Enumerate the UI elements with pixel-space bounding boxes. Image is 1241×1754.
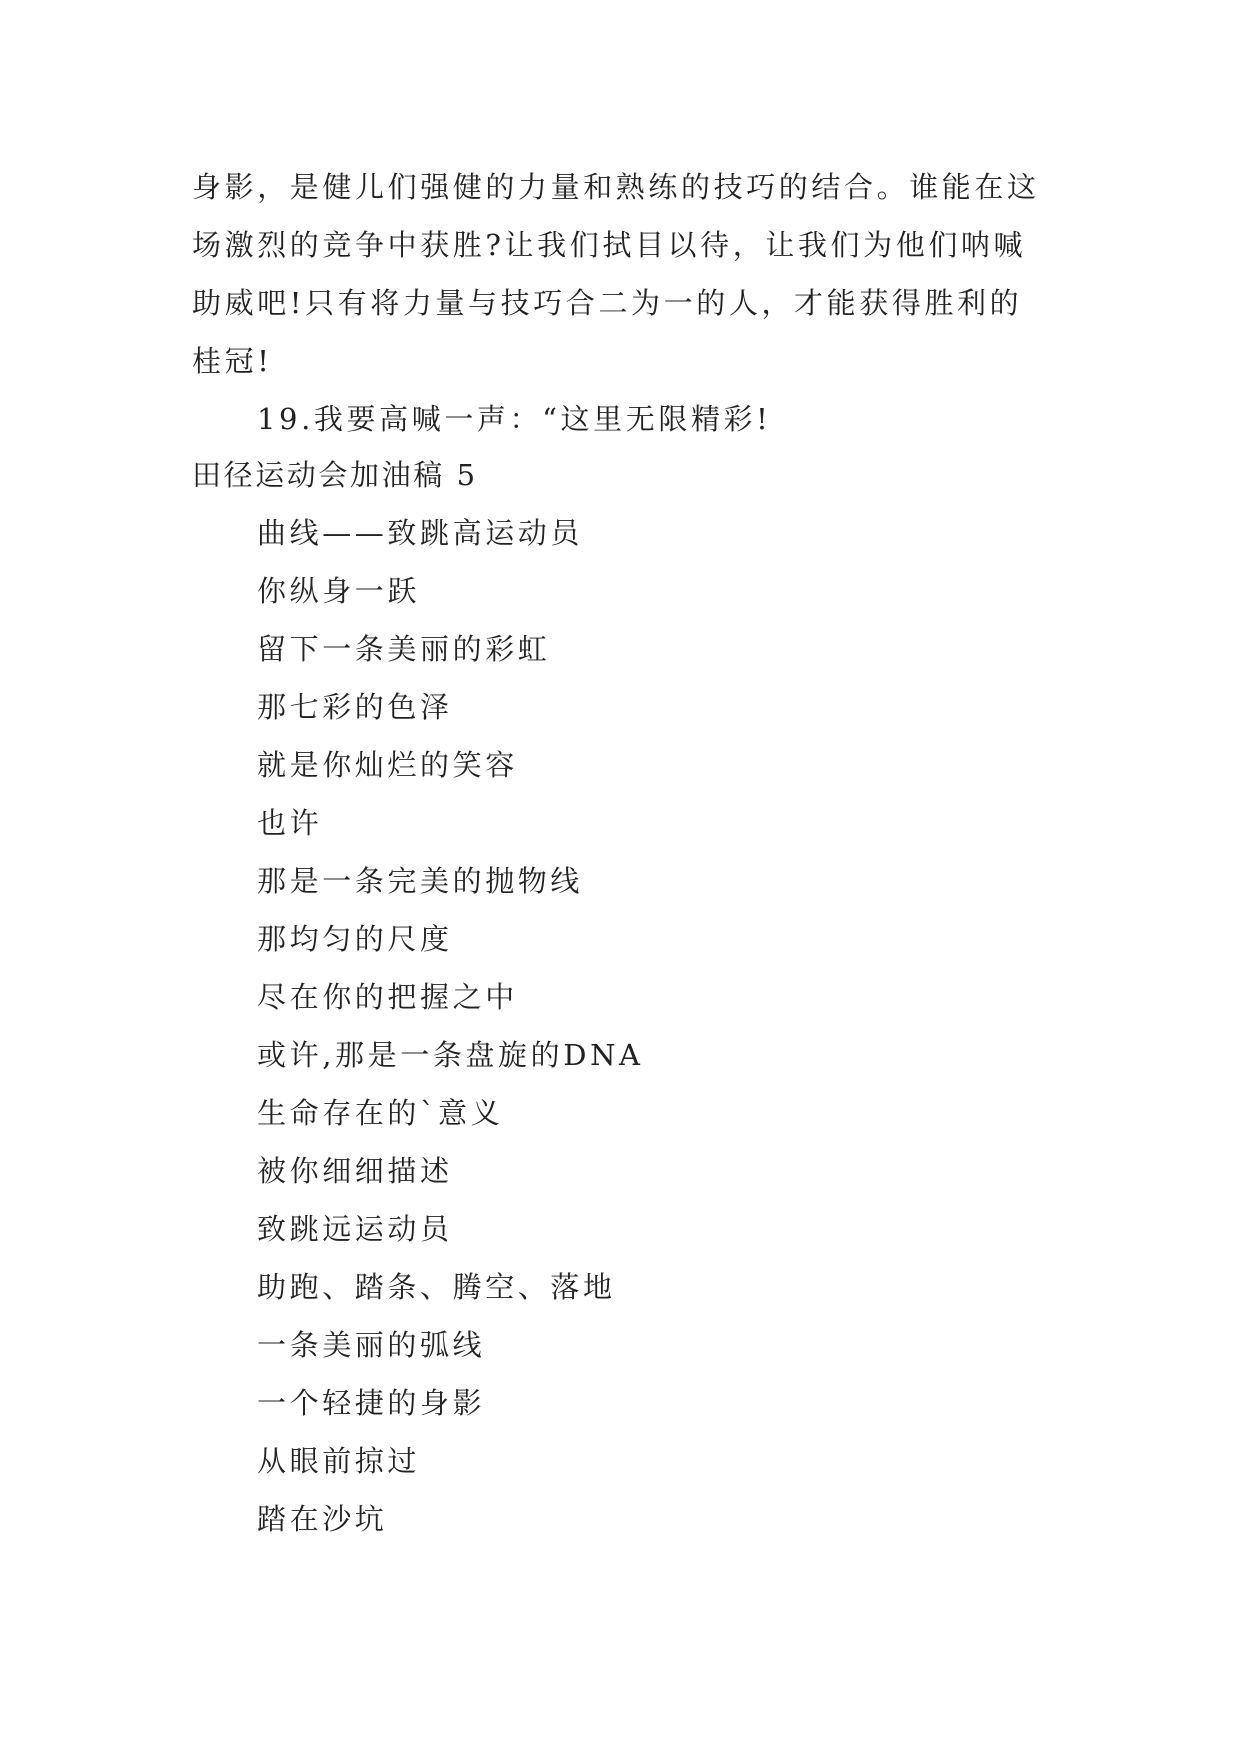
section-title: 田径运动会加油稿 5 <box>192 458 478 492</box>
poem-line: 一个轻捷的身影 <box>257 1386 486 1420</box>
poem-line: 助跑、踏条、腾空、落地 <box>257 1270 616 1304</box>
numbered-item-19: 19.我要高喊一声：“这里无限精彩! <box>257 402 772 436</box>
poem-line: 致跳远运动员 <box>257 1212 453 1246</box>
paragraph-line: 助威吧!只有将力量与技巧合二为一的人，才能获得胜利的 <box>192 286 1023 320</box>
poem-line: 也许 <box>257 806 323 840</box>
poem-line: 那是一条完美的抛物线 <box>257 864 584 898</box>
poem-line: 一条美丽的弧线 <box>257 1328 486 1362</box>
poem-line: 或许,那是一条盘旋的DNA <box>257 1038 644 1072</box>
poem-line: 曲线——致跳高运动员 <box>257 516 584 550</box>
poem-line: 那均匀的尺度 <box>257 922 453 956</box>
paragraph-line: 场激烈的竞争中获胜?让我们拭目以待，让我们为他们呐喊 <box>192 228 1027 262</box>
poem-line: 留下一条美丽的彩虹 <box>257 632 551 666</box>
poem-line: 你纵身一跃 <box>257 574 421 608</box>
poem-line: 踏在沙坑 <box>257 1502 388 1536</box>
poem-line: 被你细细描述 <box>257 1154 453 1188</box>
poem-line: 生命存在的`意义 <box>257 1096 504 1130</box>
poem-line: 就是你灿烂的笑容 <box>257 748 518 782</box>
poem-line: 尽在你的把握之中 <box>257 980 518 1014</box>
poem-line: 从眼前掠过 <box>257 1444 421 1478</box>
paragraph-line: 身影，是健儿们强健的力量和熟练的技巧的结合。谁能在这 <box>192 170 1040 204</box>
paragraph-line: 桂冠! <box>192 344 273 378</box>
poem-line: 那七彩的色泽 <box>257 690 453 724</box>
